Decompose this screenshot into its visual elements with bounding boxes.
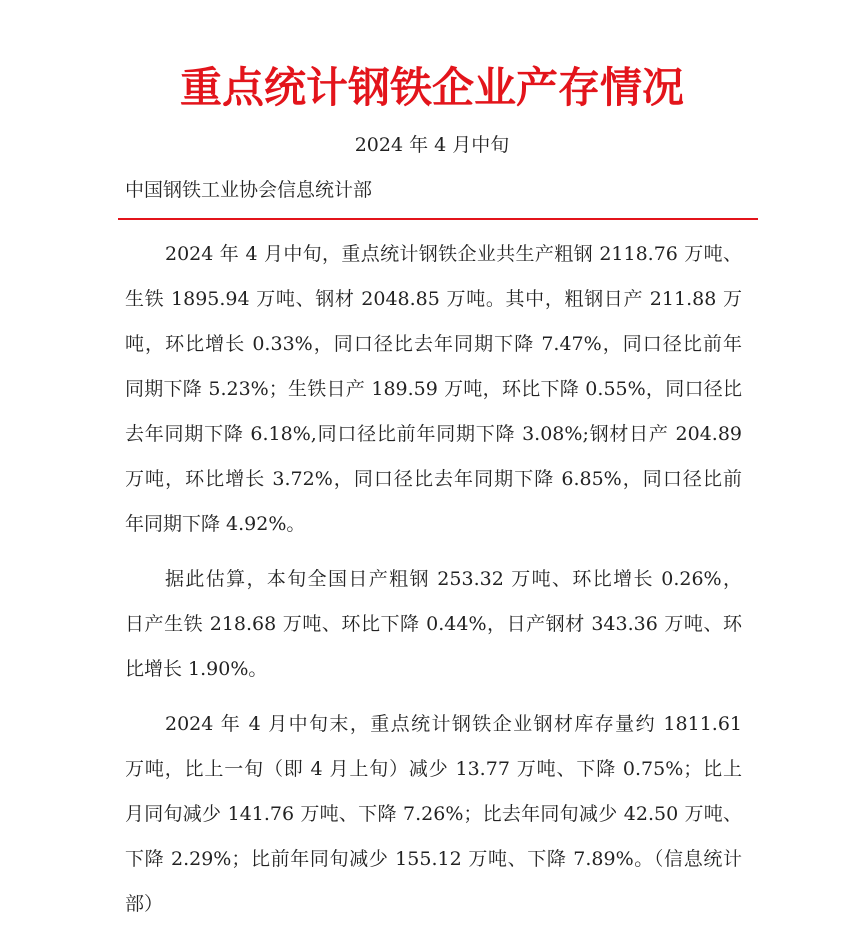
paragraph-line: 下降 2.29%；比前年同旬减少 155.12 万吨、下降 7.89%。（信息统计 (125, 848, 742, 870)
paragraph-line: 去年同期下降 6.18%,同口径比前年同期下降 3.08%;钢材日产 204.89 (125, 423, 742, 445)
paragraph-line: 同期下降 5.23%；生铁日产 189.59 万吨，环比下降 0.55%，同口径比 (125, 378, 742, 400)
paragraph-line: 比增长 1.90%。 (125, 658, 268, 680)
paragraph-line: 万吨，环比增长 3.72%，同口径比去年同期下降 6.85%，同口径比前 (125, 468, 742, 490)
paragraph-line: 据此估算，本旬全国日产粗钢 253.32 万吨、环比增长 0.26%， (165, 568, 742, 590)
paragraph-national-estimate (125, 557, 742, 692)
paragraph-inventory (125, 702, 742, 927)
paragraph-line: 2024 年 4 月中旬，重点统计钢铁企业共生产粗钢 2118.76 万吨、 (165, 243, 742, 265)
paragraph-line: 2024 年 4 月中旬末，重点统计钢铁企业钢材库存量约 1811.61 (165, 713, 742, 735)
paragraph-production (125, 232, 742, 547)
paragraph-line: 吨，环比增长 0.33%，同口径比去年同期下降 7.47%，同口径比前年 (125, 333, 742, 355)
header-divider (118, 218, 758, 220)
paragraph-line: 万吨，比上一旬（即 4 月上旬）减少 13.77 万吨、下降 0.75%；比上 (125, 758, 742, 780)
paragraph-line: 月同旬减少 141.76 万吨、下降 7.26%；比去年同旬减少 42.50 万吨、 (125, 803, 742, 825)
document-date: 2024 年 4 月中旬 (354, 134, 510, 156)
department-name: 中国钢铁工业协会信息统计部 (125, 179, 373, 201)
paragraph-line: 生铁 1895.94 万吨、钢材 2048.85 万吨。其中，粗钢日产 211.88 万 (125, 288, 742, 310)
document-title: 重点统计钢铁企业产存情况 (179, 63, 684, 112)
paragraph-line: 部） (125, 893, 164, 915)
paragraph-line: 日产生铁 218.68 万吨、环比下降 0.44%，日产钢材 343.36 万吨、环 (125, 613, 742, 635)
paragraph-line: 年同期下降 4.92%。 (125, 513, 306, 535)
